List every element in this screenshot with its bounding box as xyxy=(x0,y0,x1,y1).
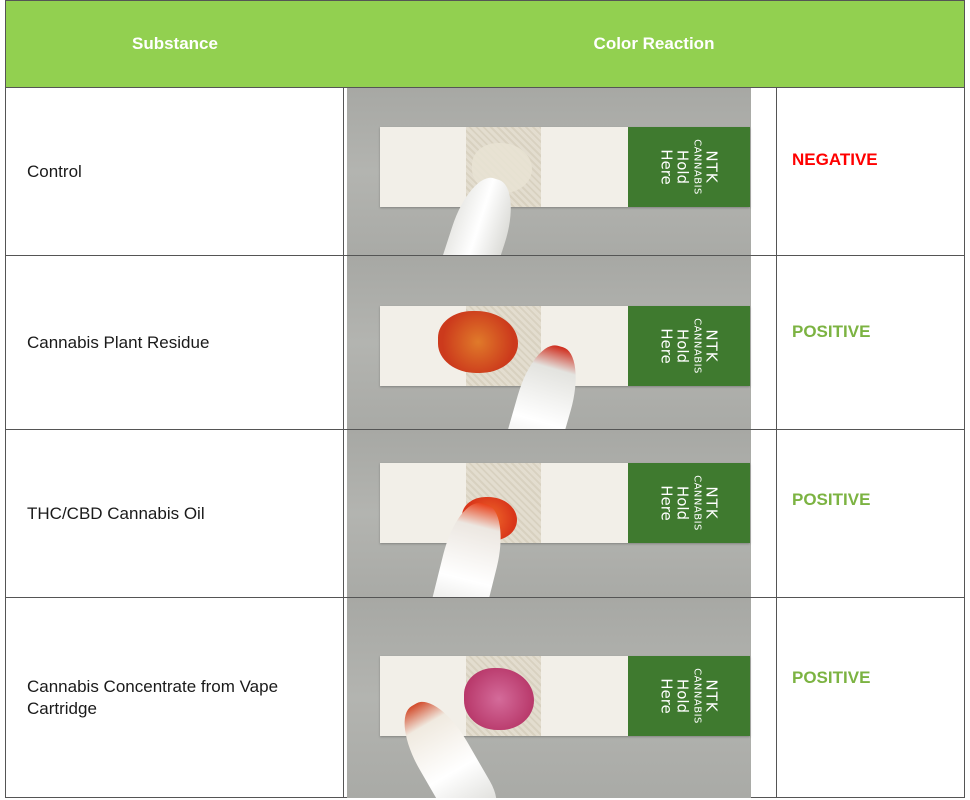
table-header xyxy=(6,1,964,88)
header-substance: Substance xyxy=(132,34,218,53)
substance-cell: THC/CBD Cannabis Oil xyxy=(6,430,344,597)
test-strip-photo xyxy=(347,256,751,429)
color-reaction-cell xyxy=(344,598,777,798)
strip-hold: Hold xyxy=(673,678,692,714)
header-color-reaction: Color Reaction xyxy=(593,34,715,53)
strip-here: Here xyxy=(657,678,676,714)
color-reaction-cell xyxy=(344,430,777,597)
table-row xyxy=(6,430,964,598)
result-cell xyxy=(777,430,964,597)
substance-cell: Cannabis Concentrate from Vape Cartridge xyxy=(6,598,344,798)
result-cell xyxy=(777,88,964,255)
result-positive: POSITIVE xyxy=(792,322,871,341)
result-positive: POSITIVE xyxy=(792,490,871,509)
strip-hold: Hold xyxy=(673,149,692,185)
strip-brand: NTK xyxy=(702,486,721,520)
reaction-stain xyxy=(438,311,518,373)
test-strip xyxy=(380,127,750,207)
strip-label xyxy=(628,656,750,736)
strip-brand: NTK xyxy=(702,150,721,184)
substance-cell: Control xyxy=(6,88,344,255)
test-strip xyxy=(380,463,750,543)
table-row xyxy=(6,598,964,798)
strip-brand: NTK xyxy=(702,329,721,363)
color-reaction-cell xyxy=(344,256,777,429)
strip-here: Here xyxy=(657,328,676,364)
results-table xyxy=(5,0,965,798)
result-cell xyxy=(777,256,964,429)
reaction-stain xyxy=(464,668,534,730)
strip-label xyxy=(628,463,750,543)
table-row xyxy=(6,88,964,256)
substance-cell: Cannabis Plant Residue xyxy=(6,256,344,429)
strip-hold: Hold xyxy=(673,328,692,364)
result-cell xyxy=(777,598,964,798)
strip-product: CANNABIS xyxy=(691,139,703,195)
strip-here: Here xyxy=(657,485,676,521)
strip-label xyxy=(628,306,750,386)
strip-hold: Hold xyxy=(673,485,692,521)
result-positive: POSITIVE xyxy=(792,668,871,687)
test-strip-photo xyxy=(347,430,751,597)
strip-product: CANNABIS xyxy=(691,475,703,531)
strip-product: CANNABIS xyxy=(691,668,703,724)
strip-label xyxy=(628,127,750,207)
strip-here: Here xyxy=(657,149,676,185)
strip-product: CANNABIS xyxy=(691,318,703,374)
test-strip-photo xyxy=(347,88,751,255)
test-strip-photo xyxy=(347,598,751,798)
color-reaction-cell xyxy=(344,88,777,255)
strip-brand: NTK xyxy=(702,679,721,713)
table-row xyxy=(6,256,964,430)
result-negative: NEGATIVE xyxy=(792,150,878,169)
